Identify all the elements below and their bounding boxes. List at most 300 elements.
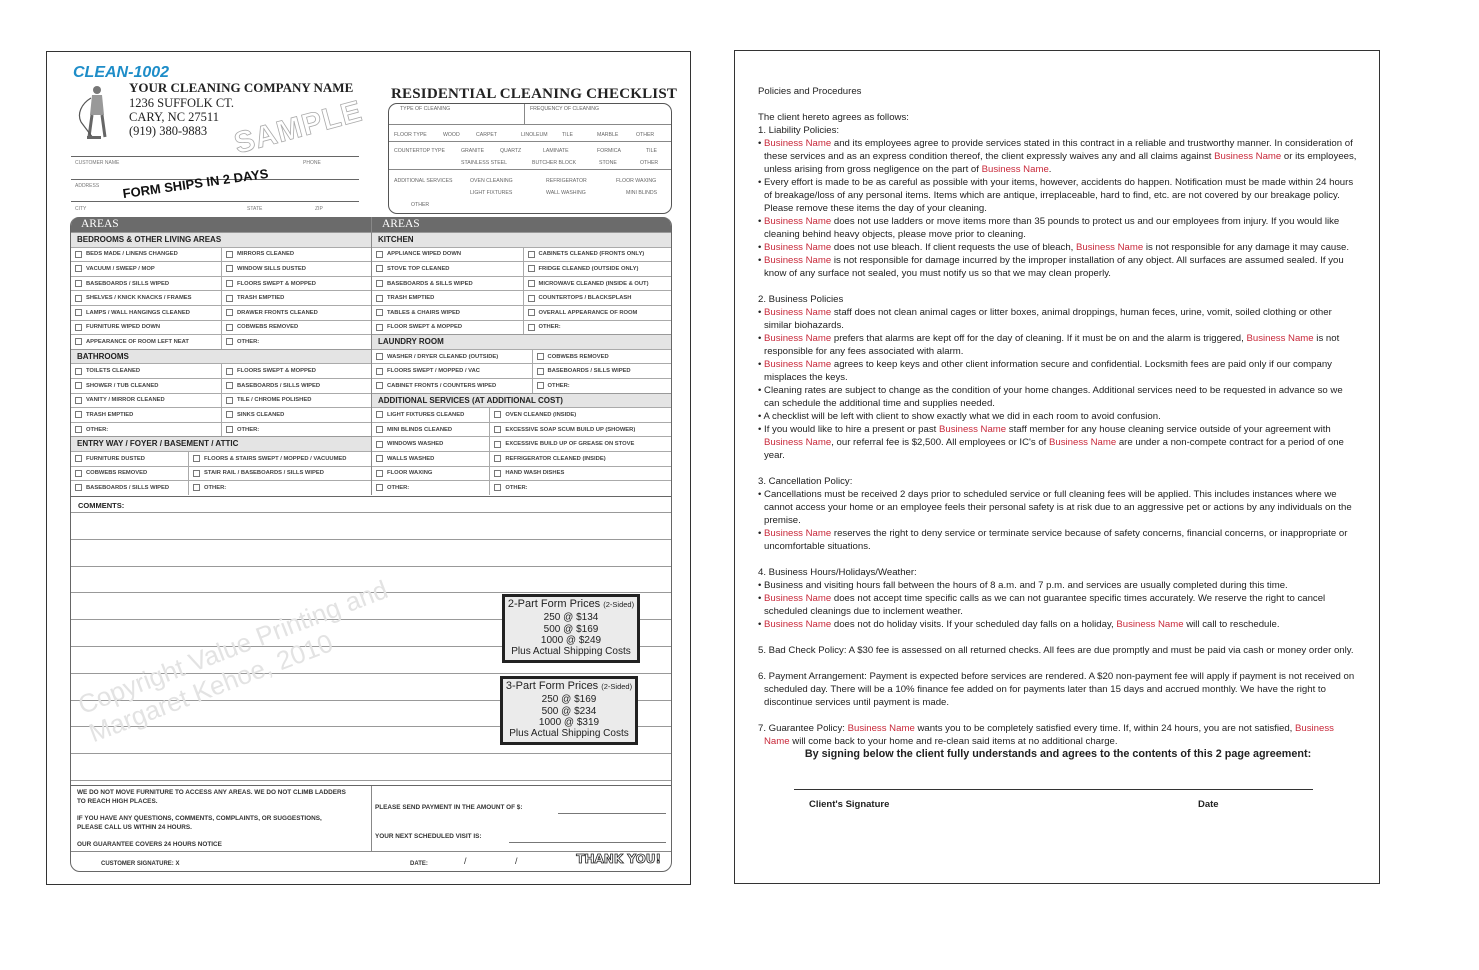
checklist-row [71,363,371,378]
checklist-item[interactable] [71,277,221,291]
checklist-item[interactable] [489,423,672,437]
policy-bullet: • Business Name agrees to keep keys and other client information secure and confidential. Locksmith fees are paid only if our company misplaces the keys. [758,359,1332,383]
counter-option[interactable]: OTHER [640,160,659,166]
checklist-item[interactable] [372,437,489,451]
checkbox[interactable] [75,368,82,375]
price-line: Plus Actual Shipping Costs [511,646,631,658]
checklist-item[interactable] [532,350,672,364]
state-field[interactable]: STATE [247,206,263,212]
paragraph-gap [758,462,1358,475]
business-name-placeholder: Business Name [764,359,832,370]
client-signature-line[interactable] [794,789,1313,790]
policy-bullet: • If you would like to hire a present or past Business Name staff member for any house cleaning service outside of your agreement with Business Name, our referral fee is $2,500. All employees or IC's of Business Name are under a non-compete contract for a period of one year. [758,424,1344,461]
checkbox[interactable] [75,251,82,258]
checkbox[interactable] [226,265,233,272]
checklist-item[interactable] [71,408,221,422]
checklist-item[interactable] [372,364,532,378]
checklist-item-label: MICROWAVE CLEANED (INSIDE & OUT) [538,280,649,287]
checkbox[interactable] [376,426,383,433]
checkbox[interactable] [376,382,383,389]
checklist-item[interactable] [372,452,489,466]
checklist-item[interactable] [71,452,188,466]
checklist-item[interactable] [372,350,532,364]
checklist-item-label: HAND WASH DISHES [505,470,565,477]
checkbox[interactable] [376,470,383,477]
checklist-item[interactable] [71,291,221,305]
checklist-item-label: BASEBOARDS / SILLS WIPED [237,382,321,389]
checklist-item-label: TRASH EMPTIED [387,295,435,302]
zip-field[interactable]: ZIP [315,206,323,212]
checklist-item[interactable] [523,262,673,276]
checkbox[interactable] [226,280,233,287]
checklist-title: RESIDENTIAL CLEANING CHECKLIST [391,86,678,102]
checklist-item[interactable] [372,423,489,437]
checklist-item-label: OTHER: [237,338,260,345]
checklist-item-label: TILE / CHROME POLISHED [237,397,312,404]
checklist-item[interactable] [71,467,188,481]
business-name-placeholder: Business Name [764,528,832,539]
comment-line [71,566,671,567]
checklist-row [71,451,371,466]
customer-name-field[interactable]: CUSTOMER NAME [75,160,120,166]
customer-signature-field[interactable]: CUSTOMER SIGNATURE: X [101,861,180,867]
sample-stamp: SAMPLE [230,94,366,161]
policy-text: 2. Business Policies [758,294,844,305]
business-name-placeholder: Business Name [764,255,832,266]
policy-text: 5. Bad Check Policy: A $30 fee is assessed on all returned checks. All fees are due promptly and must be paid via cash or money order only. [758,645,1354,656]
checkbox[interactable] [528,265,535,272]
checklist-item[interactable] [372,408,489,422]
checklist-item-label: OVERALL APPEARANCE OF ROOM [538,309,638,316]
checklist-item-label: CABINET FRONTS / COUNTERS WIPED [387,382,497,389]
checkbox[interactable] [75,455,82,462]
checkbox[interactable] [75,484,82,491]
checklist-row [372,407,672,422]
section-header: BATHROOMS [71,349,371,364]
policy-paragraph [758,566,1358,579]
checklist-item[interactable] [372,277,523,291]
policy-bullet: • Business Name reserves the right to deny service or terminate service because of safety concerns, financial concerns, or inappropriate or uncomfortable situations. [758,528,1348,552]
checkbox[interactable] [226,324,233,331]
checklist-row [372,363,672,378]
policy-text: reserves the right to deny service or terminate service because of safety concerns, financial concerns, or inappropriate or uncomfortable situations. [764,528,1348,552]
checkbox[interactable] [376,484,383,491]
checkbox[interactable] [75,426,82,433]
policy-text: is not responsible for damage incurred by the improper installation of any object. All surfaces are assumed sealed. If you know of any surface not sealed, you must notify us so that we may clean properly. [764,255,1344,279]
checkbox[interactable] [528,309,535,316]
checkbox[interactable] [528,295,535,302]
price-box [500,676,638,745]
checklist-item-label: APPEARANCE OF ROOM LEFT NEAT [86,338,189,345]
counter-option[interactable]: FORMICA [597,148,621,154]
checklist-item[interactable] [489,481,672,495]
counter-option[interactable]: STAINLESS STEEL [461,160,508,166]
checkbox[interactable] [226,397,233,404]
policy-paragraph [758,111,1358,124]
checklist-item-label: OTHER: [86,426,109,433]
payment-amount-field[interactable] [558,813,666,814]
checkbox[interactable] [376,441,383,448]
checklist-item-label: MIRRORS CLEANED [237,251,295,258]
ships-stamp: FORM SHIPS IN 2 DAYS [121,165,270,202]
policy-bullet: • Business Name staff does not clean animal cages or litter boxes, animal droppings, human feces, urine, vomit, soiled clothing or other similar biohazards. [758,307,1332,331]
checklist-item[interactable] [372,467,489,481]
checklist-item[interactable] [489,408,672,422]
checkbox[interactable] [75,324,82,331]
policy-bullet: • Business Name is not responsible for damage incurred by the improper installation of any object. All surfaces are assumed sealed. If you know of any surface not sealed, you must notify us so that we may clean properly. [758,255,1344,279]
checklist-item-label: SHOWER / TUB CLEANED [86,382,159,389]
company-street: 1236 SUFFOLK CT. [129,96,234,110]
form-code: CLEAN-1002 [73,64,170,81]
business-name-placeholder: Business Name [764,307,832,318]
checkbox[interactable] [226,251,233,258]
policy-text: 6. Payment Arrangement: Payment is expected before services are rendered. A $20 non-payment fee will apply if payment is not received on scheduled day. There will be a 10% finance fee added on for payments later than 15 days and accrued monthly. We have the right to discontinue services until payment is made. [758,671,1355,708]
payment-label: PLEASE SEND PAYMENT IN THE AMOUNT OF $: [375,804,523,811]
checkbox[interactable] [494,484,501,491]
policy-text: does not do holiday visits. If your scheduled day falls on a holiday, [831,619,1117,630]
policy-paragraph [758,293,1358,306]
thank-you-text: THANK YOU! [576,852,661,866]
checkbox[interactable] [75,411,82,418]
policy-bullet: • Business Name does not accept time specific calls as we can not guarantee specific times accurately. We reserve the right to cancel scheduled cleanings due to inclement weather. [758,593,1326,617]
checklist-row [71,393,371,408]
checklist-item[interactable] [489,467,672,481]
checkbox[interactable] [226,338,233,345]
counter-option[interactable]: TILE [646,148,657,154]
checkbox[interactable] [376,368,383,375]
checklist-row [372,247,672,262]
section-header: ADDITIONAL SERVICES (AT ADDITIONAL COST) [372,393,672,408]
checklist-item[interactable] [71,364,221,378]
type-of-cleaning-label[interactable]: TYPE OF CLEANING [400,106,451,112]
checklist-item[interactable] [489,437,672,451]
checklist-item[interactable] [532,379,672,393]
city-field[interactable]: CITY [75,206,87,212]
floor-option[interactable]: CARPET [476,132,498,138]
policy-paragraph [758,124,1358,137]
checklist-row [71,276,371,291]
checklist-item-label: COBWEBS REMOVED [86,470,148,477]
checklist-item[interactable] [71,481,188,495]
checkbox[interactable] [75,295,82,302]
date-field[interactable]: DATE: [410,861,428,867]
areas-checklist [70,217,672,497]
checklist-item[interactable] [532,364,672,378]
policy-text: Every effort is made to be as careful as possible with your items, however, accidents do happen. Notification must be made within 24 hours of breakage/loss of any personal items. Items which are antique, irreplaceable, hard to find, etc. are not covered by our breakage policy. Please remove these items the day of your cleaning. [764,177,1354,214]
additional-option[interactable]: OTHER [411,202,430,208]
policy-bullet: • Cleaning rates are subject to change as the condition of your home changes. Additional services need to be requested in advance so we can schedule the additional time and supplies needed. [758,385,1343,409]
counter-option[interactable]: QUARTZ [500,148,522,154]
policy-text: If you would like to hire a present or past [764,424,939,435]
comment-line [71,753,671,754]
phone-field[interactable]: PHONE [303,160,321,166]
checkbox[interactable] [376,280,383,287]
checklist-row [372,276,672,291]
checklist-item[interactable] [71,335,221,349]
checklist-item-label: OVEN CLEANED (INSIDE) [505,411,577,418]
checklist-row [372,305,672,320]
checkbox[interactable] [537,353,544,360]
checkbox[interactable] [376,455,383,462]
checkbox[interactable] [494,426,501,433]
checklist-row [71,378,371,393]
checklist-form-page [46,51,691,885]
checklist-item[interactable] [71,248,221,262]
checkbox[interactable] [226,309,233,316]
checklist-item[interactable] [372,379,532,393]
checklist-row [71,261,371,276]
business-name-placeholder: Business Name [764,437,832,448]
checklist-row [71,247,371,262]
business-name-placeholder: Business Name [764,333,832,344]
counter-option[interactable]: LAMINATE [543,148,569,154]
paragraph-gap [758,709,1358,722]
checklist-item[interactable] [221,408,371,422]
policy-text: will call to reschedule. [1183,619,1280,630]
cleaning-type-box [388,103,672,214]
checklist-item-label: WASHER / DRYER CLEANED (OUTSIDE) [387,353,499,360]
checkbox[interactable] [376,251,383,258]
checklist-item[interactable] [221,335,371,349]
section-header: ENTRY WAY / FOYER / BASEMENT / ATTIC [71,436,371,451]
policy-text: staff does not clean animal cages or litter boxes, animal droppings, human feces, urine, vomit, soiled clothing or other similar biohazards. [764,307,1332,331]
checklist-item-label: VANITY / MIRROR CLEANED [86,397,165,404]
checklist-item[interactable] [221,277,371,291]
policy-bullet: • Every effort is made to be as careful as possible with your items, however, accidents do happen. Notification must be made within 24 hours of breakage/loss of any personal items. Items which are antique, irreplaceable, hard to find, etc. are not covered by our breakage policy. Please remove these items the day of your cleaning. [758,177,1354,214]
checklist-item[interactable] [221,306,371,320]
company-city: CARY, NC 27511 [129,110,219,124]
policy-paragraph [758,722,1358,748]
floor-option[interactable]: TILE [562,132,573,138]
floor-option[interactable]: LINOLEUM [521,132,548,138]
policy-bullet: • Business Name does not use ladders or move items more than 35 pounds to protect us and our employees from injury. If you would like cleaning behind heavy objects, please move prior to cleaning. [758,216,1340,240]
checklist-item[interactable] [71,321,221,335]
checkbox[interactable] [226,426,233,433]
checklist-item[interactable] [71,306,221,320]
business-name-placeholder: Business Name [764,723,1334,747]
additional-option[interactable]: OVEN CLEANING [470,178,513,184]
policy-bullet: • Business Name does not use bleach. If client requests the use of bleach, Business Name is not responsible for any damage it may cause. [758,242,1350,253]
company-name: YOUR CLEANING COMPANY NAME [129,80,354,95]
date-separator: / [464,856,467,866]
checklist-row [71,290,371,305]
checklist-item[interactable] [372,262,523,276]
additional-option[interactable]: REFRIGERATOR [546,178,587,184]
price-title: 3-Part Form Prices [505,680,599,692]
checklist-item[interactable] [523,321,673,335]
additional-option[interactable]: MINI BLINDS [626,190,658,196]
checklist-item-label: COUNTERTOPS / BLACKSPLASH [538,295,632,302]
agreement-statement: By signing below the client fully understands and agrees to the contents of this 2 page agreement: [804,748,1312,760]
checklist-item[interactable] [372,481,489,495]
checklist-item-label: TRASH EMPTIED [237,295,285,302]
checklist-item-label: EXCESSIVE SOAP SCUM BUILD UP (SHOWER) [505,426,636,433]
checklist-item[interactable] [71,423,221,437]
checklist-item[interactable] [221,423,371,437]
checkbox[interactable] [528,280,535,287]
checklist-item[interactable] [71,262,221,276]
date-separator: / [515,856,518,866]
checklist-item[interactable] [221,364,371,378]
policy-bullet: • Cancellations must be received 2 days prior to scheduled service or full cleaning fees will be applied. This includes instances where we cannot access your home or an employee feels their personal safety is at risk due to an aggressive pet or actions by any individuals on the premise. [758,489,1352,526]
checkbox[interactable] [75,265,82,272]
checklist-row [71,480,371,495]
checkbox[interactable] [376,411,383,418]
policies-page [734,50,1380,884]
checklist-item[interactable] [188,467,371,481]
additional-option[interactable]: LIGHT FIXTURES [470,190,513,196]
checklist-item-label: REFRIGERATOR CLEANED (INSIDE) [505,455,606,462]
policy-bullet: • Business and visiting hours fall between the hours of 8 a.m. and 7 p.m. and services are usually completed during this time. [758,580,1288,591]
checklist-item[interactable] [523,306,673,320]
checklist-item-label: OTHER: [505,484,528,491]
checkbox[interactable] [376,265,383,272]
policy-text: Cancellations must be received 2 days prior to scheduled service or full cleaning fees will be applied. This includes instances where we cannot access your home or an employee feels their personal safety is at risk due to an aggressive pet or actions by any individuals on the premise. [764,489,1352,526]
checklist-item-label: OTHER: [547,382,570,389]
policy-text: agrees to keep keys and other client information secure and confidential. Locksmith fees are paid only if our company misplaces the keys. [764,359,1332,383]
business-name-placeholder: Business Name [1116,619,1184,630]
address-field[interactable]: ADDRESS [75,183,100,189]
business-name-placeholder: Business Name [764,242,832,253]
checklist-item-label: BEDS MADE / LINENS CHANGED [86,251,178,258]
comment-line [71,780,671,781]
policy-text: 4. Business Hours/Holidays/Weather: [758,567,917,578]
checklist-item[interactable] [221,321,371,335]
checkbox[interactable] [376,295,383,302]
checklist-item[interactable] [221,291,371,305]
client-signature-label: Client's Signature [809,799,890,810]
checklist-item[interactable] [188,452,371,466]
checklist-item-label: BASEBOARDS & SILLS WIPED [387,280,473,287]
floor-option[interactable]: WOOD [443,132,460,138]
checklist-item-label: CABINETS CLEANED (FRONTS ONLY) [538,251,645,258]
policies-heading: Policies and Procedures [758,86,862,97]
checklist-item[interactable] [489,452,672,466]
checklist-item[interactable] [372,306,523,320]
checklist-item[interactable] [372,291,523,305]
checklist-item[interactable] [523,277,673,291]
additional-option[interactable]: FLOOR WAXING [616,178,657,184]
policy-text: The client hereto agrees as follows: [758,112,909,123]
checklist-row [71,305,371,320]
checklist-item-label: MINI BLINDS CLEANED [387,426,453,433]
comment-line [71,539,671,540]
checkbox[interactable] [75,397,82,404]
policy-bullet: • Business Name and its employees agree to provide services stated in this contract in a reliable and trustworthy manner. In consideration of these services and as an express condition thereof, the client expressly waives any and all claims against Business Name or its employees, unless arising from gross negligence on the part of Business Name. [758,138,1357,175]
price-title: 2-Part Form Prices [507,598,601,610]
checkbox[interactable] [537,368,544,375]
checklist-item-label: TRASH EMPTIED [86,411,134,418]
checklist-item[interactable] [221,379,371,393]
price-line: 500 @ $234 [541,705,597,717]
policy-bullet: • A checklist will be left with client to show exactly what we did in each room to avoid confusion. [758,411,1161,422]
checkbox[interactable] [75,382,82,389]
checklist-item[interactable] [221,394,371,408]
checkbox[interactable] [193,484,200,491]
floor-option[interactable]: OTHER [636,132,655,138]
checkbox[interactable] [494,441,501,448]
checklist-item-label: SINKS CLEANED [237,411,285,418]
checklist-item-label: FRIDGE CLEANED (OUTSIDE ONLY) [538,265,639,272]
form-footer [70,785,672,872]
checkbox[interactable] [75,338,82,345]
checklist-item-label: COBWEBS REMOVED [237,324,299,331]
comments-label: COMMENTS: [78,501,125,510]
comment-line [71,512,671,513]
checklist-item[interactable] [221,248,371,262]
checkbox[interactable] [75,280,82,287]
checkbox[interactable] [226,368,233,375]
counter-option[interactable]: GRANITE [461,148,485,154]
counter-option[interactable]: BUTCHER BLOCK [532,160,577,166]
policy-text: , our referral fee is $2,500. All employees or IC's of [831,437,1049,448]
checklist-item-label: OTHER: [237,426,260,433]
checklist-item[interactable] [523,248,673,262]
price-line: 250 @ $169 [541,694,597,706]
policy-bullet: • Business Name prefers that alarms are kept off for the day of cleaning. If it must be on and the alarm is triggered, Business Name is not responsible for any fees associated with alarm. [758,333,1340,357]
next-visit-field[interactable] [509,842,666,843]
checkbox[interactable] [528,251,535,258]
checkbox[interactable] [376,324,383,331]
price-line: Plus Actual Shipping Costs [509,728,629,740]
areas-header: AREAS [71,217,371,232]
checkbox[interactable] [75,470,82,477]
checklist-row [372,349,672,364]
checkbox[interactable] [193,470,200,477]
checkbox[interactable] [226,411,233,418]
paragraph-gap [758,553,1358,566]
additional-option[interactable]: WALL WASHING [546,190,586,196]
checklist-item[interactable] [372,248,523,262]
checklist-item[interactable] [221,262,371,276]
checkbox[interactable] [193,455,200,462]
checkbox[interactable] [376,309,383,316]
checklist-item[interactable] [523,291,673,305]
checklist-item[interactable] [372,321,523,335]
checkbox[interactable] [528,324,535,331]
floor-option[interactable]: MARBLE [597,132,619,138]
price-line: 500 @ $169 [543,623,599,635]
next-visit-label: YOUR NEXT SCHEDULED VISIT IS: [375,833,482,840]
price-box [502,594,640,663]
checkbox[interactable] [75,309,82,316]
checklist-row [71,422,371,437]
checklist-item-label: BASEBOARDS / SILLS WIPED [86,280,170,287]
checkbox[interactable] [494,411,501,418]
checklist-item[interactable] [71,394,221,408]
checklist-item[interactable] [71,379,221,393]
paragraph-gap [758,280,1358,293]
business-name-placeholder: Business Name [764,138,832,149]
checkbox[interactable] [537,382,544,389]
frequency-label[interactable]: FREQUENCY OF CLEANING [530,106,600,112]
section-header: BEDROOMS & OTHER LIVING AREAS [71,232,371,247]
checkbox[interactable] [376,353,383,360]
checkbox[interactable] [494,455,501,462]
checklist-row [372,290,672,305]
counter-option[interactable]: STONE [599,160,617,166]
checkbox[interactable] [226,295,233,302]
checklist-item-label: COBWEBS REMOVED [547,353,609,360]
section-header: KITCHEN [372,232,672,247]
checklist-item-label: FURNITURE DUSTED [86,455,145,462]
checklist-item[interactable] [188,481,371,495]
checklist-item-label: WINDOWS WASHED [387,441,444,448]
checkbox[interactable] [226,382,233,389]
policy-text: and its employees agree to provide services stated in this contract in a reliable and trustworthy manner. In consideration of these services and as an express condition thereof, the client expressly waives any and all claims against [764,138,1353,162]
checklist-item-label: APPLIANCE WIPED DOWN [387,251,462,258]
checkbox[interactable] [494,470,501,477]
